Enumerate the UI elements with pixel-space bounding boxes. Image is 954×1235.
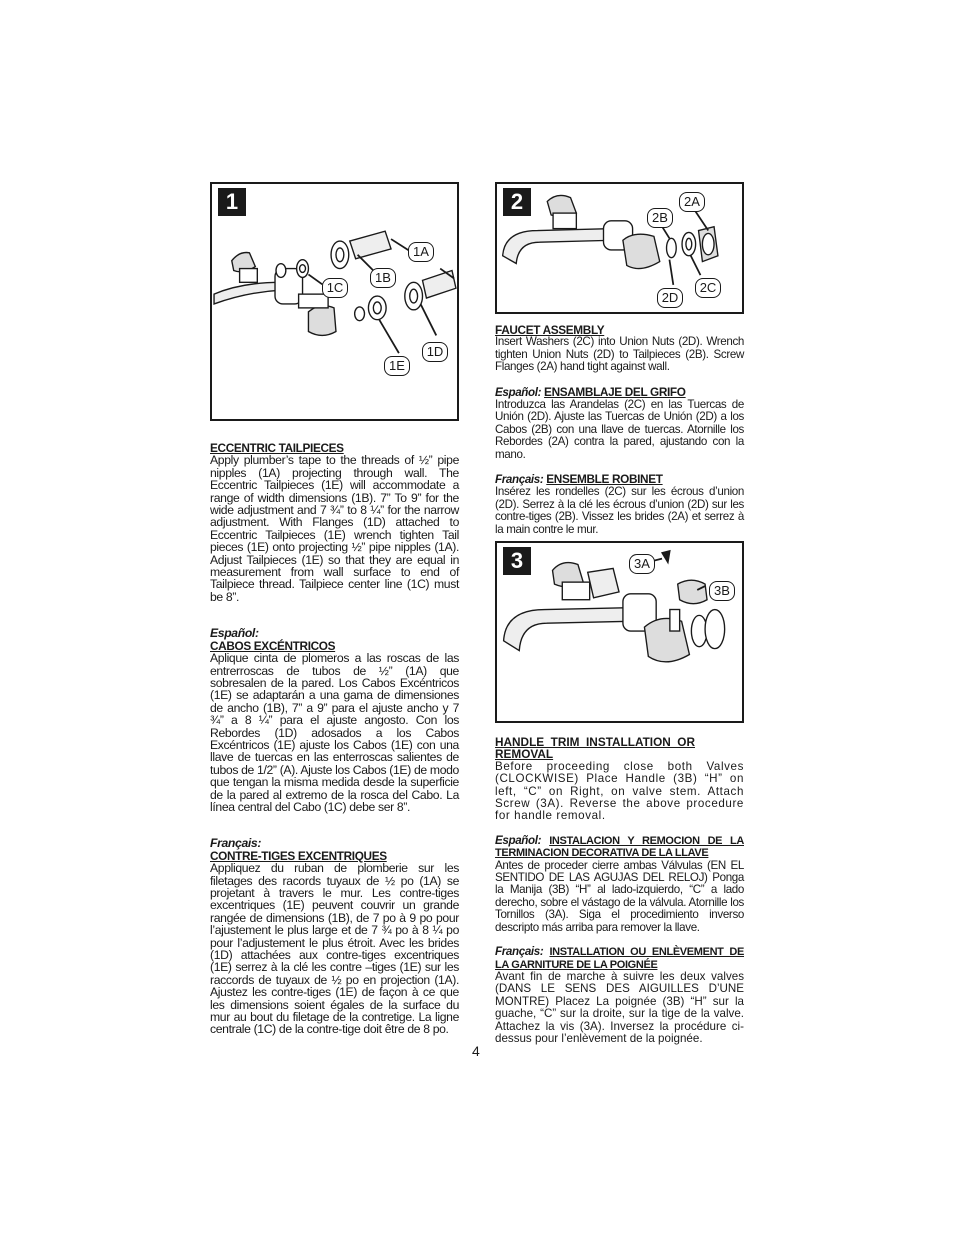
eccentric-tailpieces-body: Apply plumber’s tape to the threads of ½” pipe nipples (1A) projecting through wall. The Eccentric Tailpieces (1E) will accommodate a range of width dimensions (1B). 7” To 9” for the wide adjustment and 7 ¾” to 8 ¼” for the narrow adjustment. With Flanges (1D) attached to Eccentric Tailpieces (1E) wrench tighten Tail pieces (1E) onto projecting ½” pipe nipples (1A). Adjust Tailpieces (1E) so that they are equal in measurement from wall surface to end of Tailpiece thread. Tailpiece center line (1C) must be 8”. xyxy=(210,453,459,604)
callout-1A: 1A xyxy=(408,242,434,262)
es-body-2: Antes de proceder cierre ambas Válvulas (EN EL SENTIDO DE LAS AGUJAS DEL RELOJ) Ponga la Manija (3B) “H” al lado-izquierdo, “C” a lado derecho, sobre el vástago de la válvula. Atornille los Tornillos (3A). Siga el procedimiento inverso descripto más arriba para remover la llave. xyxy=(495,858,744,934)
handle-trim-heading: HANDLE TRIM INSTALLATION OR REMOVAL xyxy=(495,735,695,762)
fr-heading-left: CONTRE-TIGES EXCENTRIQUES xyxy=(210,848,387,863)
fr-body: Insérez les rondelles (2C) sur les écrous d’union (2D). Serrez à la clé les écrous d’union (2D) sur les contre-tiges (2B). Vissez les brides (2A) et serrez à la main contre le mur. xyxy=(495,485,744,536)
callout-3B: 3B xyxy=(709,581,735,601)
callout-2D: 2D xyxy=(657,288,683,308)
fr-label-2: Français: xyxy=(495,945,544,959)
faucet-assembly-heading: FAUCET ASSEMBLY xyxy=(495,323,605,337)
callout-3A: 3A xyxy=(629,554,655,574)
figure-3 xyxy=(495,541,744,723)
callout-1D: 1D xyxy=(422,342,448,362)
es-label: Español: xyxy=(495,385,542,399)
eccentric-tailpieces-section xyxy=(210,442,459,1036)
callout-2C: 2C xyxy=(695,278,721,298)
callout-2A: 2A xyxy=(679,192,705,212)
es-label-2: Español: xyxy=(495,833,542,847)
figure-3-number: 3 xyxy=(503,547,531,575)
faucet-assembly-section xyxy=(495,324,744,536)
es-body: Introduzca las Arandelas (2C) en las Tuercas de Unión (2D). Ajuste las Tuercas de Unión (2D) a los Cabos (2B) con una llave de tuercas. Atornille los Rebordes (2A) contra la pared, ajustando con la mano. xyxy=(495,398,744,461)
callout-1E: 1E xyxy=(384,356,410,376)
es-label-left: Español: xyxy=(210,626,259,641)
fr-heading: ENSEMBLE ROBINET xyxy=(546,472,663,487)
eccentric-tailpieces-heading: ECCENTRIC TAILPIECES xyxy=(210,441,344,455)
handle-trim-section xyxy=(495,736,744,1045)
faucet-assembly-body: Insert Washers (2C) into Union Nuts (2D). Wrench tighten Union Nuts (2D) to Tailpieces (2B). Screw Flanges (2A) hand tight against wall. xyxy=(495,335,744,374)
es-heading-left: CABOS EXCÉNTRICOS xyxy=(210,638,336,653)
figure-2-number: 2 xyxy=(503,188,531,216)
callout-2B: 2B xyxy=(647,208,673,228)
handle-trim-body: Before proceeding close both Valves (CLOCKWISE) Place Handle (3B) “H” on left, “C” on Right, on valve stem. Attach Screw (3A). Reverse the above procedure for handle removal. xyxy=(495,759,744,823)
es-heading-2: INSTALACION Y REMOCION DE LA TERMINACION DECORATIVA DE LA LLAVE xyxy=(495,834,744,860)
fr-heading-2: INSTALLATION OU ENLÈVEMENT DE LA GARNITURE DE LA POIGNÉE xyxy=(495,946,745,971)
page-number: 4 xyxy=(472,1043,480,1059)
es-heading: ENSAMBLAJE DEL GRIFO xyxy=(544,384,686,399)
fr-label-left: Français: xyxy=(210,836,262,851)
figure-1-diagram xyxy=(212,184,457,419)
figure-1-number: 1 xyxy=(218,188,246,216)
callout-1B: 1B xyxy=(370,268,396,288)
fr-label: Français: xyxy=(495,473,544,487)
fr-body-left: Appliquez du ruban de plomberie sur les filetages des racords tuyaux de ½ po (1A) se projetant à travers le mur. Les contre-tiges excentriques (1E) peuvent couvrir un grande rangée de dimensions (1B), de 7 po à 9 po pour l’ajustement le plus large et de 7 ¾ po à 8 ¼ po pour l’adjustement le plus étroit. Avec les brides (1D) attachées aux contre-tiges excentriques (1E) serrez à la clé les contre –tiges (1E) sur les raccords de tuyaux de ½ po en projection (1A). Ajustez les contre-tiges (1E) de façon à ce que les dimensions soient égales de la surface du mur au bout du filetage de la contretige. La ligne centrale (1C) de la contre-tige doit être de 8 po. xyxy=(210,861,459,1037)
fr-body-2: Avant fin de marche à suivre les deux valves (DANS LE SENS DES AIGUILLES D’UNE MONTRE) Placez La poignée (3B) “H” sur la guache, “C” sur la droite, sur la tige de la valve. Attachez la vis (3A). Inversez la procédure ci-dessus pour l’enlèvement de la poignée. xyxy=(495,969,744,1045)
figure-3-diagram xyxy=(497,543,742,721)
figure-2 xyxy=(495,182,744,314)
callout-1C: 1C xyxy=(322,278,348,298)
figure-1 xyxy=(210,182,459,421)
es-body-left: Aplique cinta de plomeros a las roscas de las entrerroscas de tubos de ½” (1A) que sobresalen de la pared. Los Cabos Excéntricos (1E) se adaptarán a una gama de dimensiones de ancho (1B), 7” a 9” para el ajuste ancho y 7 ¾” a 8 ¼” para el ajuste angosto. Con los Rebordes (1D) adosados a los Cabos Excéntricos (1E) ajuste los Cabos (1E) con una llave de tuercas en las enterroscas salientes de tubos de 1/2” (A). Ajuste los Cabos (1E) de modo que tengan la misma medida desde la superficie de la pared al extremo de la rosca del Cabo. La línea central del Cabo (1C) debe ser 8”. xyxy=(210,651,459,814)
